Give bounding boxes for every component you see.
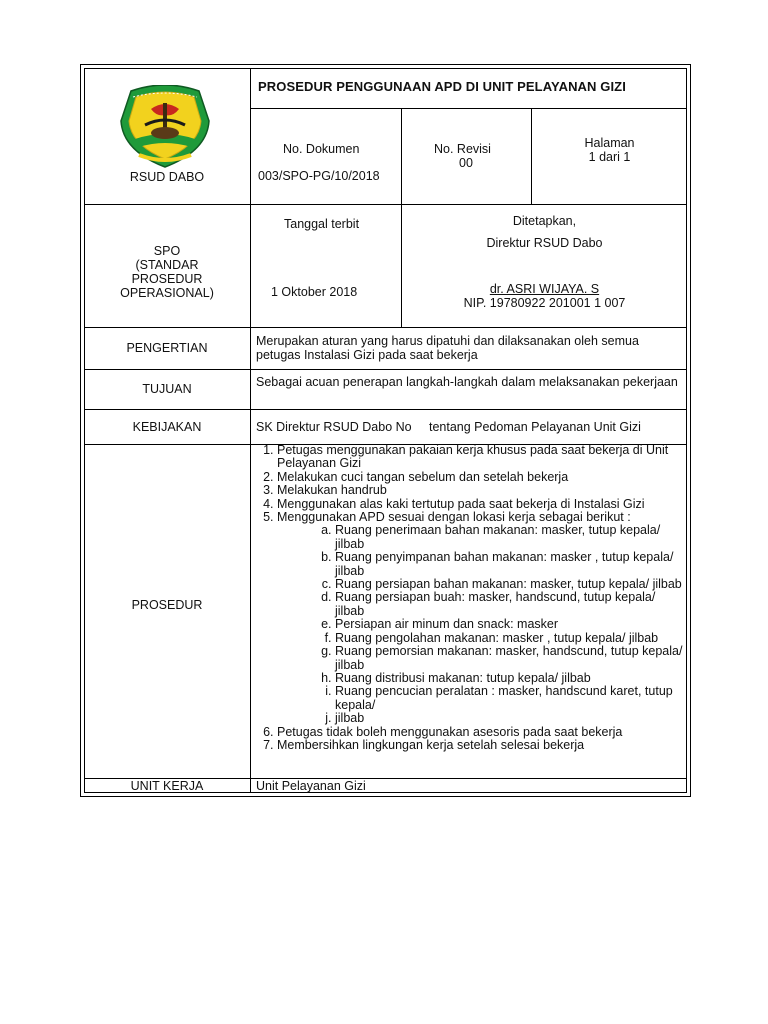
pengertian-label: PENGERTIAN bbox=[126, 341, 208, 355]
issue-date-value: 1 Oktober 2018 bbox=[271, 285, 358, 299]
apd-location-item: h. Ruang distribusi makanan: tutup kepala/ jilbab bbox=[335, 672, 685, 685]
approver-nip: NIP. 19780922 201001 1 007 bbox=[463, 296, 626, 310]
pengertian-text: Merupakan aturan yang harus dipatuhi dan dilaksanakan oleh semua petugas Instalasi Gizi pada saat bekerja bbox=[256, 334, 639, 362]
rule-doc-revision bbox=[401, 108, 402, 204]
procedure-step: 1. Petugas menggunakan pakaian kerja khusus pada saat bekerja di Unit Pelayanan Gizi bbox=[277, 444, 685, 471]
procedure-step: 7. Membersihkan lingkungan kerja setelah selesai bekerja bbox=[277, 739, 685, 752]
org-name-cell bbox=[84, 170, 250, 184]
apd-location-item: i. Ruang pencucian peralatan : masker, handscund karet, tutup kepala/ bbox=[335, 685, 685, 712]
rule-label-column bbox=[250, 68, 251, 793]
rule-spo-bottom bbox=[84, 327, 687, 328]
unit-kerja-text-cell bbox=[256, 779, 684, 793]
rule-header-bottom bbox=[84, 204, 687, 205]
apd-location-item: b. Ruang penyimpanan bahan makanan: masker , tutup kepala/ jilbab bbox=[335, 551, 685, 578]
doc-number-value: 003/SPO-PG/10/2018 bbox=[258, 169, 380, 183]
spo-label-line: OPERASIONAL) bbox=[120, 286, 214, 300]
procedure-step: 6. Petugas tidak boleh menggunakan asesoris pada saat bekerja bbox=[277, 726, 685, 739]
tujuan-text-cell bbox=[256, 375, 684, 389]
rule-tujuan-bottom bbox=[84, 409, 687, 410]
document-title: PROSEDUR PENGGUNAAN APD DI UNIT PELAYANAN GIZI bbox=[258, 79, 626, 94]
unit-kerja-text: Unit Pelayanan Gizi bbox=[256, 779, 366, 793]
spo-label-line: SPO bbox=[153, 244, 181, 258]
revision-label: No. Revisi bbox=[434, 142, 491, 156]
apd-location-item: e. Persiapan air minum dan snack: masker bbox=[335, 618, 685, 631]
page-cell bbox=[532, 136, 687, 164]
spo-label-cell bbox=[84, 244, 250, 300]
procedure-step bbox=[277, 511, 685, 726]
spo-label-line: (STANDAR bbox=[135, 258, 199, 272]
apd-location-item: c. Ruang persiapan bahan makanan: masker, tutup kepala/ jilbab bbox=[335, 578, 685, 591]
tujuan-text: Sebagai acuan penerapan langkah-langkah dalam melaksanakan pekerjaan bbox=[256, 375, 678, 389]
procedure-step: 3. Melakukan handrub bbox=[277, 484, 685, 497]
rule-pengertian-bottom bbox=[84, 369, 687, 370]
prosedur-label: PROSEDUR bbox=[131, 598, 203, 612]
approver-title: Direktur RSUD Dabo bbox=[486, 236, 603, 250]
apd-location-item: j. jilbab bbox=[335, 712, 685, 725]
apd-location-list bbox=[277, 524, 685, 725]
procedure-step-text: Menggunakan APD sesuai dengan lokasi kerja sebagai berikut : bbox=[277, 510, 631, 525]
pengertian-label-cell bbox=[84, 341, 250, 355]
pengertian-text-cell bbox=[256, 334, 684, 362]
issue-date-cell bbox=[284, 217, 401, 231]
issue-date-label: Tanggal terbit bbox=[284, 217, 360, 231]
prosedur-list-cell bbox=[257, 444, 685, 752]
doc-number-label: No. Dokumen bbox=[283, 142, 360, 156]
unit-kerja-label-cell bbox=[84, 779, 250, 793]
kebijakan-label: KEBIJAKAN bbox=[132, 420, 202, 434]
apd-location-item: g. Ruang pemorsian makanan: masker, handscund, tutup kepala/ jilbab bbox=[335, 645, 685, 672]
prosedur-label-cell bbox=[84, 598, 250, 612]
org-name: RSUD DABO bbox=[129, 170, 205, 184]
rule-title-bottom bbox=[250, 108, 687, 109]
procedure-list bbox=[257, 444, 685, 752]
kebijakan-text: SK Direktur RSUD Dabo No tentang Pedoman Pelayanan Unit Gizi bbox=[256, 420, 641, 434]
apd-location-item: d. Ruang persiapan buah: masker, handscund, tutup kepala/ jilbab bbox=[335, 591, 685, 618]
revision-value: 00 bbox=[459, 156, 473, 170]
kebijakan-label-cell bbox=[84, 420, 250, 434]
tujuan-label: TUJUAN bbox=[142, 382, 192, 396]
issue-date-value-cell bbox=[271, 285, 401, 299]
apd-location-item: a. Ruang penerimaan bahan makanan: masker, tutup kepala/ jilbab bbox=[335, 524, 685, 551]
title-cell bbox=[258, 80, 687, 94]
kebijakan-text-cell bbox=[256, 420, 684, 434]
procedure-step: 2. Melakukan cuci tangan sebelum dan setelah bekerja bbox=[277, 471, 685, 484]
page-label: Halaman bbox=[584, 136, 635, 150]
procedure-step: 4. Menggunakan alas kaki tertutup pada saat bekerja di Instalasi Gizi bbox=[277, 498, 685, 511]
page-value: 1 dari 1 bbox=[588, 150, 631, 164]
approver-name: dr. ASRI WIJAYA. S bbox=[489, 282, 600, 296]
doc-number-cell bbox=[258, 142, 401, 183]
approval-cell bbox=[402, 214, 687, 310]
apd-location-item: f. Ruang pengolahan makanan: masker , tutup kepala/ jilbab bbox=[335, 632, 685, 645]
spo-label-line: PROSEDUR bbox=[131, 272, 203, 286]
approval-label: Ditetapkan, bbox=[512, 214, 577, 228]
revision-cell bbox=[434, 142, 531, 170]
rsud-dabo-logo bbox=[117, 85, 213, 169]
unit-kerja-label: UNIT KERJA bbox=[130, 779, 204, 793]
tujuan-label-cell bbox=[84, 382, 250, 396]
